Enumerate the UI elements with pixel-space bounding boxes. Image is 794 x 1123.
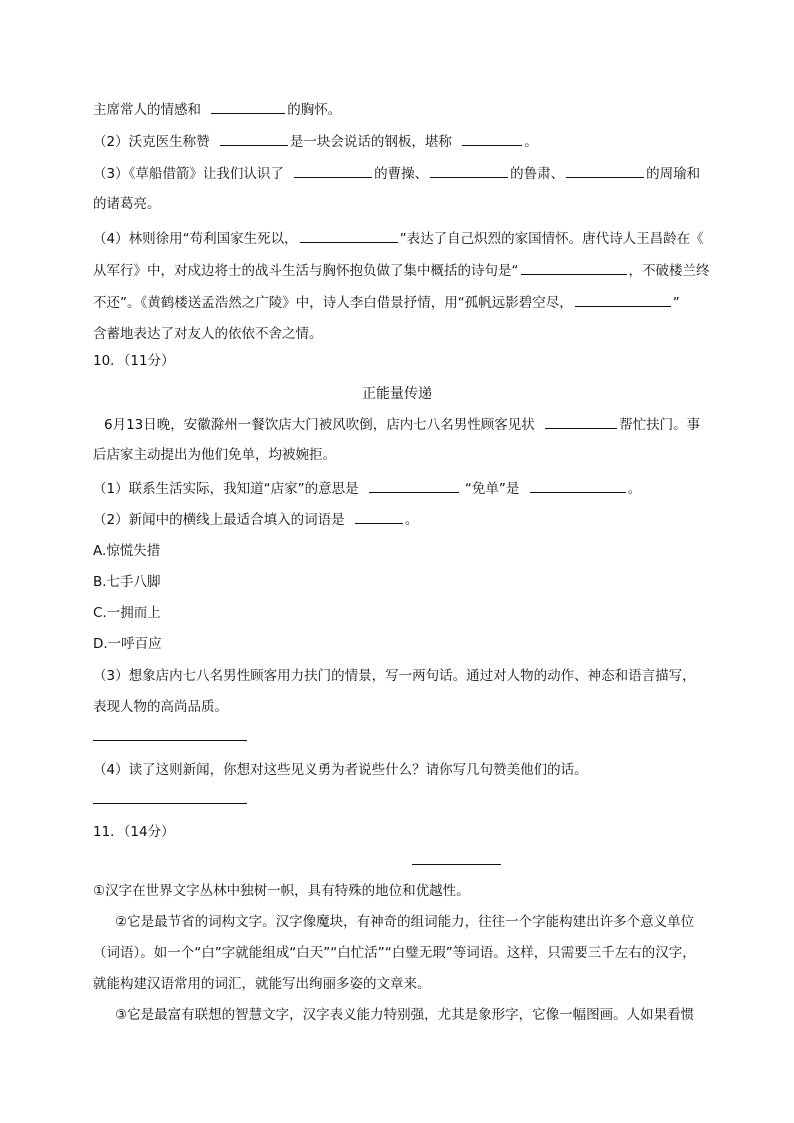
q9-part3: （3）《草船借箭》让我们认识了 的曹操、 的鲁肃、 的周瑜和: [93, 163, 700, 184]
fill-blank[interactable]: [566, 163, 644, 178]
q11-para3: ③它是最富有联想的智慧文字，汉字表义能力特别强，尤其是象形字，它像一幅图画。人如果看惯: [115, 1007, 695, 1023]
q11-para1: ①汉字在世界文字丛林中独树一帜，具有特殊的地位和优越性。: [93, 883, 470, 899]
q9-part2: （2）沃克医生称赞 是一块会说话的钢板，堪称 。: [93, 131, 538, 152]
option-b[interactable]: B.七手八脚: [93, 574, 161, 590]
title-blank-line[interactable]: [412, 864, 501, 865]
q9-part3-line2: 的诸葛亮。: [93, 196, 161, 212]
q11-para2-line2: （词语）。如一个“白”字就能组成“白天”“白忙活”“白璧无瑕”等词语。这样，只需要三千左右的汉字，: [93, 945, 696, 961]
q10-news: 6月13日晚，安徽滁州一餐饮店大门被风吹倒，店内七八名男性顾客见状 帮忙扶门。事: [104, 414, 700, 435]
fill-blank[interactable]: [575, 292, 671, 307]
q10-news-line2: 后店家主动提出为他们免单，均被婉拒。: [93, 447, 336, 463]
q11-header: 11．（14分）: [93, 824, 175, 840]
fill-blank[interactable]: [545, 414, 617, 429]
answer-line[interactable]: [93, 740, 247, 741]
q10-sub1: （1）联系生活实际，我知道“店家”的意思是 “免单”是 。: [93, 478, 641, 499]
q10-sub3: （3）想象店内七八名男性顾客用力扶门的情景，写一两句话。通过对人物的动作、神态和语言描写，: [93, 668, 696, 684]
q11-para2-line3: 就能构建汉语常用的词汇，就能写出绚丽多姿的文章来。: [93, 976, 431, 992]
option-c[interactable]: C.一拥而上: [93, 605, 161, 621]
q10-sub2: （2）新闻中的横线上最适合填入的词语是 。: [93, 509, 418, 530]
fill-blank[interactable]: [530, 478, 626, 493]
fill-blank[interactable]: [300, 228, 398, 243]
fill-blank[interactable]: [430, 163, 508, 178]
fill-blank[interactable]: [355, 509, 403, 524]
q9-part4-line4: 含蓄地表达了对友人的依依不舍之情。: [93, 326, 323, 342]
q10-sub4: （4）读了这则新闻，你想对这些见义勇为者说些什么？请你写几句赞美他们的话。: [93, 762, 588, 778]
answer-line[interactable]: [93, 803, 247, 804]
fill-blank[interactable]: [211, 99, 285, 114]
q10-sub3-line2: 表现人物的高尚品质。: [93, 699, 228, 715]
fill-blank[interactable]: [220, 131, 288, 146]
q10-title: 正能量传递: [362, 386, 432, 402]
fill-blank[interactable]: [294, 163, 372, 178]
option-a[interactable]: A.惊慌失措: [93, 543, 161, 559]
option-d[interactable]: D.一呼百应: [93, 636, 162, 652]
q9-part4-line2: 从军行》中，对戍边将士的战斗生活与胸怀抱负做了集中概括的诗句是“ ，不破楼兰终: [93, 260, 710, 281]
q10-header: 10．（11分）: [93, 353, 175, 369]
q9-line1: 主席常人的情感和 的胸怀。: [93, 99, 341, 120]
q9-part4: （4）林则徐用“苟利国家生死以， ”表达了自己炽烈的家国情怀。唐代诗人王昌龄在《: [93, 228, 704, 249]
q9-part4-line3: 不还”。《黄鹤楼送孟浩然之广陵》中，诗人李白借景抒情，用“孤帆远影碧空尽， ”: [93, 292, 680, 313]
fill-blank[interactable]: [462, 131, 522, 146]
q11-para2: ②它是最节省的词构文字。汉字像魔块，有神奇的组词能力，往往一个字能构建出许多个意义单位: [115, 914, 695, 930]
fill-blank[interactable]: [521, 260, 627, 275]
fill-blank[interactable]: [369, 478, 459, 493]
